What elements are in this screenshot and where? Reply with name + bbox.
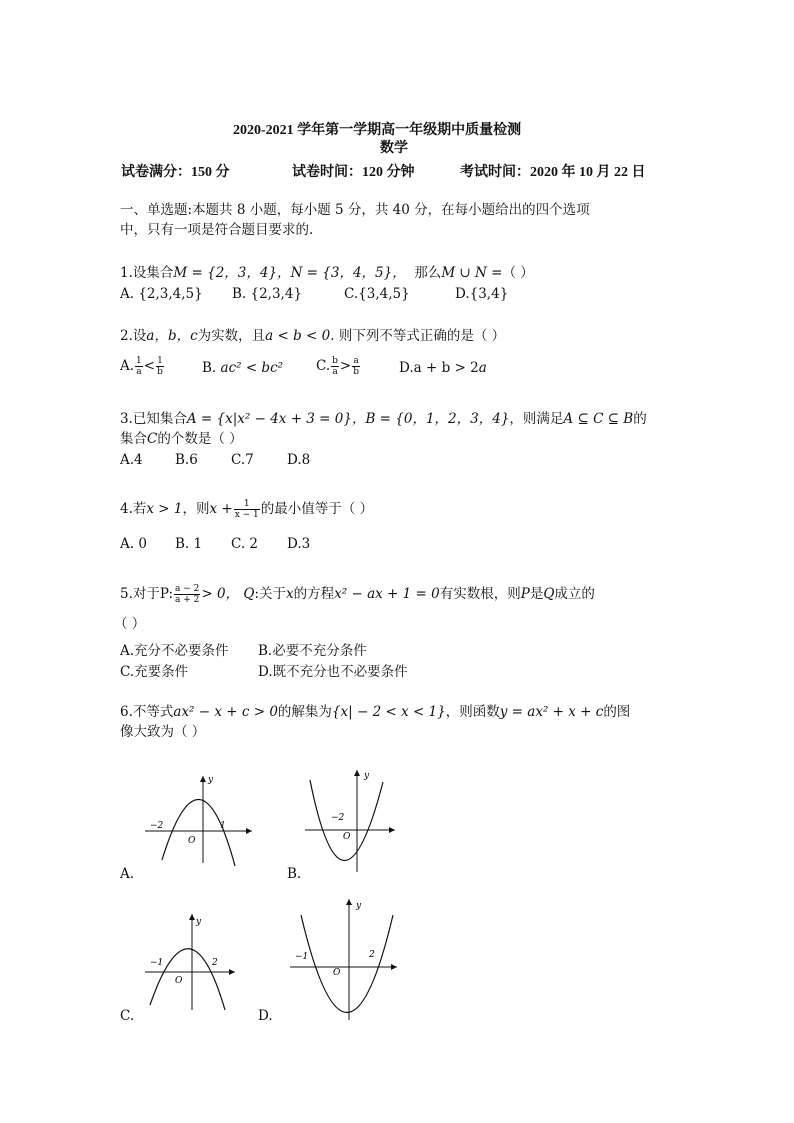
exam-duration: 试卷时间：120 分钟 [292, 165, 415, 180]
graph-b [300, 760, 410, 880]
q1-option-d: D.{3,4} [455, 286, 509, 302]
q3-option-b: B.6 [175, 452, 198, 468]
graph-b-left-root: −2 [331, 813, 345, 823]
q1-option-c: C.{3,4,5} [344, 286, 410, 302]
question-5: 5.对于P: $\frac{a - 2}{a + 2}$ > 0， Q:关于x的方程x² − ax + 1 = 0有实数根，则P是Q成立的 [120, 584, 595, 605]
graph-a-parabola [162, 799, 235, 866]
q4-option-d: D.3 [287, 536, 311, 552]
graph-c-left-root: −1 [150, 958, 164, 968]
question-6: 6.不等式ax² − x + c > 0的解集为{x| − 2 < x < 1}，则函数y = ax² + x + c的图 [120, 704, 631, 720]
question-3-line2: 集合C的个数是（ ） [120, 431, 243, 447]
q2-option-c: C. $\frac{b}{a}$ > $\frac{a}{b}$ [316, 356, 359, 377]
graph-a-right-root: 1 [220, 821, 226, 831]
graph-c [140, 910, 250, 1020]
question-5-paren: （ ） [114, 616, 146, 632]
question-6-line2: 像大致为（ ） [120, 724, 206, 740]
graph-d-origin: O [333, 968, 341, 978]
section-instructions-line1: 一、单选题:本题共 8 小题，每小题 5 分，共 40 分，在每小题给出的四个选项 [120, 202, 590, 218]
graph-b-parabola [310, 780, 383, 861]
q1-option-a: A. {2,3,4,5} [120, 286, 203, 302]
question-3: 3.已知集合A = {x|x² − 4x + 3 = 0}，B = {0，1，2，3，4}，则满足A ⊆ C ⊆ B的 [120, 411, 647, 427]
q2-option-b: B. ac² < bc² [202, 360, 284, 376]
graph-c-origin: O [175, 976, 183, 986]
graph-b-origin: O [343, 832, 351, 842]
q1-option-b: B. {2,3,4} [232, 286, 303, 302]
q3-option-c: C.7 [231, 452, 254, 468]
q5-option-b: B.必要不充分条件 [258, 643, 367, 659]
question-4: 4.若x > 1，则x + $\frac{1}{x - 1}$ 的最小值等于（ ） [120, 499, 374, 520]
graph-d-left-root: −1 [295, 952, 309, 962]
q4-option-c: C. 2 [231, 536, 259, 552]
q2-option-a: A. $\frac{1}{a}$ < $\frac{1}{b}$ [120, 356, 163, 377]
graph-b-label: B. [287, 866, 302, 882]
q4-option-a: A. 0 [120, 536, 147, 552]
graph-d-label: D. [258, 1008, 273, 1024]
graph-c-label: C. [120, 1008, 135, 1024]
exam-date: 考试时间：2020 年 10 月 22 日 [460, 165, 646, 180]
q5-option-c: C.充要条件 [120, 664, 189, 680]
graph-c-right-root: 2 [212, 958, 218, 968]
q5-option-d: D.既不充分也不必要条件 [258, 664, 408, 680]
exam-title: 2020-2021 学年第一学期高一年级期中质量检测 [233, 123, 522, 138]
graph-a-origin: O [188, 836, 196, 846]
question-2: 2.设a，b，c为实数，且a < b < 0. 则下列不等式正确的是（ ） [120, 328, 506, 344]
graph-d-parabola [301, 915, 393, 1013]
graph-d-right-root: 2 [369, 950, 375, 960]
graph-d [285, 895, 405, 1025]
graph-a-y-label: y [208, 775, 214, 785]
graph-a-left-root: −2 [150, 821, 164, 831]
q2-option-d: D.a + b > 2a [399, 360, 487, 376]
graph-d-y-label: y [356, 901, 362, 911]
graph-a [140, 768, 260, 868]
graph-a-label: A. [120, 866, 135, 882]
q4-option-b: B. 1 [175, 536, 203, 552]
exam-subject: 数学 [380, 141, 408, 156]
full-score: 试卷满分：150 分 [121, 165, 230, 180]
q3-option-a: A.4 [120, 452, 143, 468]
question-1: 1.设集合M = {2，3，4}，N = {3，4，5}， 那么M ∪ N =（ ） [120, 265, 534, 281]
q3-option-d: D.8 [287, 452, 311, 468]
graph-c-y-label: y [196, 917, 202, 927]
section-instructions-line2: 中，只有一项是符合题目要求的. [120, 222, 314, 238]
graph-b-y-label: y [364, 771, 370, 781]
q5-option-a: A.充分不必要条件 [120, 643, 229, 659]
